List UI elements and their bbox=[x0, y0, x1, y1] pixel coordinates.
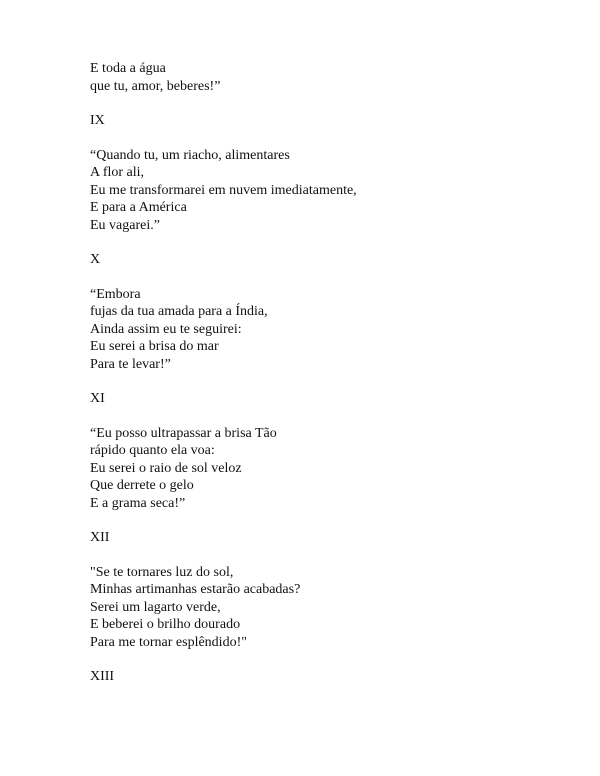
poem-line: “Embora bbox=[90, 286, 141, 302]
stanza bbox=[90, 60, 550, 95]
poem-line: Eu vagarei.” bbox=[90, 217, 160, 233]
poem-line: Serei um lagarto verde, bbox=[90, 599, 221, 615]
poem-line: Eu me transformarei em nuvem imediatamente, bbox=[90, 182, 357, 198]
poem-line: Eu serei o raio de sol veloz bbox=[90, 460, 242, 476]
stanza bbox=[90, 425, 550, 513]
poem-line: Minhas artimanhas estarão acabadas? bbox=[90, 582, 301, 597]
section-heading: IX bbox=[90, 113, 105, 128]
poem-line: E toda a água bbox=[90, 61, 166, 76]
section-heading: XII bbox=[90, 530, 110, 545]
poem-line: rápido quanto ela voa: bbox=[90, 443, 215, 458]
section-heading-block bbox=[90, 529, 550, 547]
section-heading: X bbox=[90, 252, 101, 267]
section-heading-block bbox=[90, 668, 550, 686]
poem-line: E a grama seca!” bbox=[90, 495, 186, 511]
poem-line: E beberei o brilho dourado bbox=[90, 617, 241, 632]
poem-line: Para me tornar esplêndido!" bbox=[90, 634, 247, 650]
stanza bbox=[90, 286, 550, 374]
section-heading-block bbox=[90, 251, 550, 269]
section-heading-block bbox=[90, 112, 550, 130]
poem-line: A flor ali, bbox=[90, 165, 145, 180]
poem-line: Para te levar!” bbox=[90, 356, 171, 372]
poem-line: Que derrete o gelo bbox=[90, 478, 194, 493]
poem-line: fujas da tua amada para a Índia, bbox=[90, 304, 268, 319]
poem-line: Eu serei a brisa do mar bbox=[90, 339, 219, 354]
poem-line: E para a América bbox=[90, 200, 187, 215]
section-heading-block bbox=[90, 390, 550, 408]
poem-line: que tu, amor, beberes!” bbox=[90, 78, 221, 94]
poem-line: Ainda assim eu te seguirei: bbox=[90, 321, 242, 337]
poem-page bbox=[90, 60, 550, 703]
poem-line: “Quando tu, um riacho, alimentares bbox=[90, 147, 290, 163]
section-heading: XIII bbox=[90, 669, 115, 684]
poem-line: “Eu posso ultrapassar a brisa Tão bbox=[90, 425, 277, 441]
poem-line: "Se te tornares luz do sol, bbox=[90, 564, 234, 580]
stanza bbox=[90, 564, 550, 652]
stanza bbox=[90, 147, 550, 235]
section-heading: XI bbox=[90, 391, 105, 406]
